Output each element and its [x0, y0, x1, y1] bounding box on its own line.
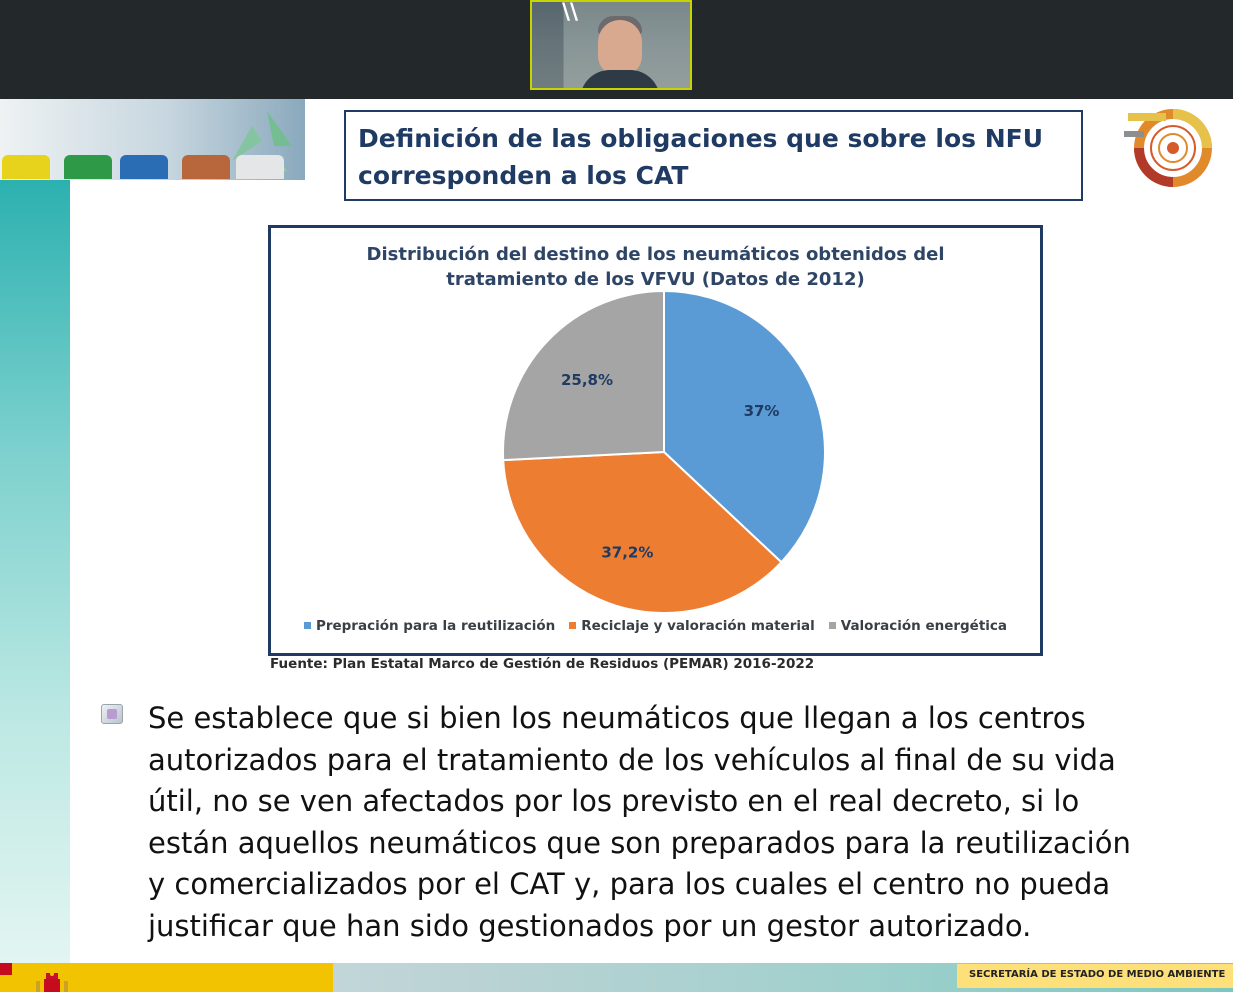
left-decorative-strip — [0, 180, 70, 965]
body-line: justificar que han sido gestionados por un gestor autorizado. — [148, 908, 1032, 943]
legend-label: Prepración para la reutilización — [315, 618, 556, 634]
bullet-inner-icon — [107, 709, 117, 719]
green-bin — [64, 155, 112, 179]
chart-title-line1: Distribución del destino de los neumáticos obtenidos del — [366, 244, 945, 265]
circular-economy-logo-icon — [1120, 105, 1215, 190]
spanish-crest-icon — [30, 971, 74, 992]
chart-panel — [268, 225, 1043, 656]
blue-bin — [120, 155, 168, 179]
quote-mark-icon: \\ — [562, 0, 579, 25]
footer-red-mark — [0, 963, 12, 975]
legend-item — [569, 618, 815, 634]
legend-swatch — [304, 622, 311, 629]
participant-video-tile[interactable] — [530, 0, 692, 90]
legend-swatch — [569, 622, 576, 629]
video-call-bar — [0, 0, 1233, 99]
body-paragraph — [148, 698, 1213, 947]
yellow-bin — [2, 155, 50, 179]
participant-face — [598, 20, 642, 76]
body-line: útil, no se ven afectados por los previsto en el real decreto, si lo — [148, 784, 1080, 818]
pie-chart — [271, 228, 1040, 653]
footer-ministry-label: SECRETARÍA DE ESTADO DE MEDIO AMBIENTE — [969, 969, 1226, 980]
brown-bin — [182, 155, 230, 179]
pie-data-label: 37% — [743, 401, 780, 420]
legend-item — [829, 618, 1007, 634]
slide-title-box — [344, 110, 1083, 201]
legend-label: Valoración energética — [840, 618, 1008, 634]
pie-data-label: 37,2% — [601, 543, 654, 562]
legend-item — [304, 618, 555, 634]
slide-title — [358, 120, 1073, 194]
body-line: autorizados para el tratamiento de los vehículos al final de su vida — [148, 742, 1116, 777]
slide-title-line2: corresponden a los CAT — [358, 161, 689, 190]
body-line: están aquellos neumáticos que son preparados para la reutilización — [148, 825, 1131, 860]
body-line: y comercializados por el CAT y, para los cuales el centro no pueda — [148, 867, 1111, 901]
grey-bin — [236, 155, 284, 179]
legend-swatch — [829, 622, 836, 629]
legend-label: Reciclaje y valoración material — [581, 618, 815, 634]
recycling-bins-banner — [0, 99, 305, 180]
chart-title-line2: tratamiento de los VFVU (Datos de 2012) — [446, 269, 865, 290]
document-bullet-icon — [101, 704, 123, 724]
pie-data-label: 25,8% — [560, 370, 614, 389]
body-line: Se establece que si bien los neumáticos que llegan a los centros — [148, 701, 1086, 735]
chart-legend — [271, 618, 1040, 634]
slide-title-line1: Definición de las obligaciones que sobre los NFU — [358, 124, 1044, 153]
chart-source: Fuente: Plan Estatal Marco de Gestión de Residuos (PEMAR) 2016-2022 — [270, 656, 815, 672]
